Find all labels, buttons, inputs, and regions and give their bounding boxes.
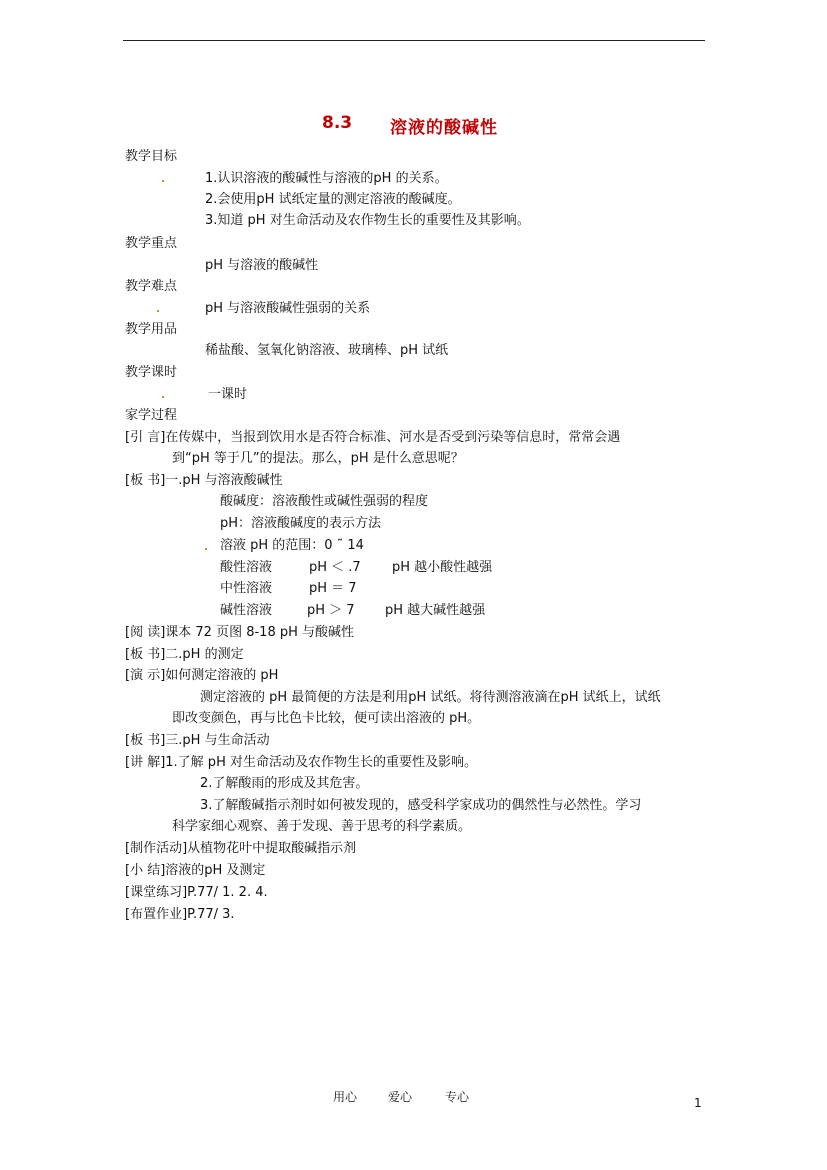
acidic-relation: pH ＜ .7 [309,560,361,575]
acidic-label: 酸性溶液 [220,560,273,575]
board-heading: [板 书]二.pH 的测定 [125,647,244,662]
acidic-note: pH 越小酸性越强 [392,560,493,575]
footer-motto: 用心 [333,1090,358,1104]
reading-line: [阅 读]课本 72 页图 8-18 pH 与酸碱性 [125,625,355,640]
summary-line: [小 结]溶液的pH 及测定 [125,863,266,878]
stray-dot [205,548,207,550]
basic-relation: pH ＞ 7 [307,603,355,618]
demo-heading: [演 示]如何测定溶液的 pH [125,668,279,683]
footer-motto: 爱心 [388,1090,413,1104]
intro-line: [引 言]在传媒中，当报到饮用水是否符合标准、河水是否受到污染等信息时，常常会遇 [125,430,621,445]
stray-dot [162,180,164,182]
materials-text: 稀盐酸、氢氧化钠溶液、玻璃棒、pH 试纸 [205,343,449,358]
ph-range: 溶液 pH 的范围：0 ˜ 14 [220,538,364,553]
page-number: 1 [694,1096,702,1110]
definition-line: pH：溶液酸碱度的表示方法 [220,516,382,531]
lecture-line: 科学家细心观察、善于发现、善于思考的科学素质。 [172,819,472,834]
section-number: 8.3 [322,113,353,133]
lecture-line: [讲 解]1.了解 pH 对生命活动及农作物生长的重要性及影响。 [125,755,477,770]
demo-line: 测定溶液的 pH 最简便的方法是利用pH 试纸。将待测溶液滴在pH 试纸上，试纸 [200,690,661,705]
key-heading: 教学重点 [125,236,178,251]
footer-motto: 专心 [445,1090,470,1104]
homework-line: [布置作业]P.77/ 3. [125,907,235,922]
hours-heading: 教学课时 [125,365,178,380]
hours-text: 一课时 [208,387,248,402]
difficult-heading: 教学难点 [125,279,178,294]
lecture-line: 3.了解酸碱指示剂时如何被发现的，感受科学家成功的偶然性与必然性。学习 [200,798,642,813]
key-text: pH 与溶液的酸碱性 [205,258,319,273]
demo-line: 即改变颜色，再与比色卡比较，便可读出溶液的 pH。 [172,711,481,726]
neutral-label: 中性溶液 [220,581,273,596]
lecture-line: 2.了解酸雨的形成及其危害。 [200,776,369,791]
goal-item: 3.知道 pH 对生命活动及农作物生长的重要性及其影响。 [205,213,530,228]
board-heading: [板 书]一.pH 与溶液酸碱性 [125,473,283,488]
page-title: 溶液的酸碱性 [390,118,498,138]
basic-note: pH 越大碱性越强 [385,603,486,618]
stray-dot [162,396,164,398]
stray-dot [157,310,159,312]
activity-line: [制作活动]从植物花叶中提取酸碱指示剂 [125,841,357,856]
process-heading: 家学过程 [125,408,178,423]
header-rule [123,40,705,41]
goal-item: 2.会使用pH 试纸定量的测定溶液的酸碱度。 [205,192,461,207]
goal-item: 1.认识溶液的酸碱性与溶液的pH 的关系。 [205,171,448,186]
board-heading: [板 书]三.pH 与生命活动 [125,733,270,748]
materials-heading: 教学用品 [125,322,178,337]
goals-heading: 教学目标 [125,149,178,164]
intro-line: 到“pH 等于几”的提法。那么，pH 是什么意思呢？ [172,451,464,466]
basic-label: 碱性溶液 [220,603,273,618]
practice-line: [课堂练习]P.77/ 1. 2. 4. [125,885,268,900]
difficult-text: pH 与溶液酸碱性强弱的关系 [205,301,371,316]
neutral-relation: pH ＝ 7 [309,581,357,596]
definition-line: 酸碱度：溶液酸性或碱性强弱的程度 [220,494,429,509]
